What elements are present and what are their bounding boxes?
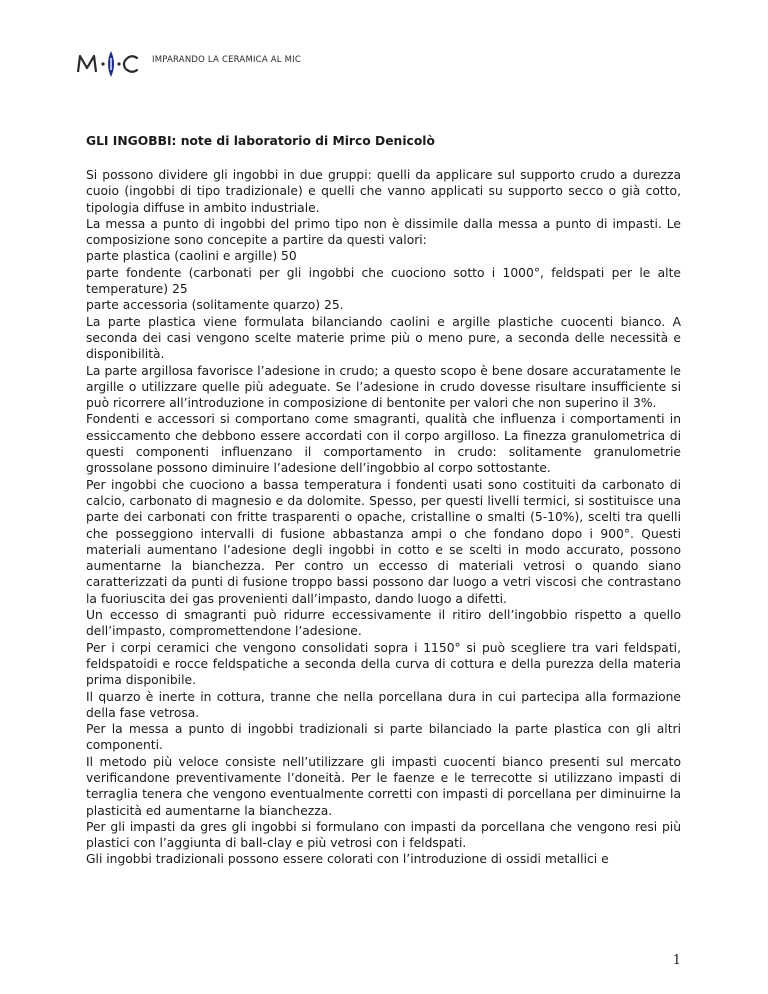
paragraph: Per i corpi ceramici che vengono consolidati sopra i 1150° si può scegliere tra vari feldspati, feldspatoidi e rocce feldspatiche a seconda della curva di cottura e della purezza della materia prima disponibile. xyxy=(86,640,681,688)
paragraph: La parte argillosa favorisce l’adesione in crudo; a questo scopo è bene dosare accuratamente le argille o utilizzare quelle più adeguate. Se l’adesione in crudo dovesse risultare insufficiente si può ricorrere all’introduzione in composizione di bentonite per valori che non superino il 3%. xyxy=(86,363,681,411)
page-number: 1 xyxy=(672,953,681,968)
paragraph: parte plastica (caolini e argille) 50 xyxy=(86,249,297,264)
header-tagline: IMPARANDO LA CERAMICA AL MIC xyxy=(152,55,301,65)
mic-logo xyxy=(77,50,147,78)
paragraph: parte fondente (carbonati per gli ingobbi che cuociono sotto i 1000°, feldspati per le alte temperature) 25 xyxy=(86,265,681,297)
document-title: GLI INGOBBI: note di laboratorio di Mirco Denicolò xyxy=(86,134,435,148)
paragraph: Per la messa a punto di ingobbi tradizionali si parte bilanciado la parte plastica con gli altri componenti. xyxy=(86,722,681,753)
mic-logo-mark xyxy=(77,50,147,78)
paragraph: Il metodo più veloce consiste nell’utilizzare gli impasti cuocenti bianco presenti sul mercato verificandone preventivamente l’doneità. Per le faenze e le terrecotte si utilizzano impasti di terraglia tenera che vengono eventualmente corretti con impasti di porcellana per diminuirne la plasticità ed aumentarne la bianchezza. xyxy=(86,754,681,818)
document-body xyxy=(86,133,681,868)
paragraph: Gli ingobbi tradizionali possono essere colorati con l’introduzione di ossidi metallici e xyxy=(86,852,609,867)
paragraph: Si possono dividere gli ingobbi in due gruppi: quelli da applicare sul supporto crudo a durezza cuoio (ingobbi di tipo tradizionale) e quelli che vanno applicati su supporto secco o già cotto, tipologia diffuse in ambito industriale. xyxy=(86,168,681,215)
paragraph: Fondenti e accessori si comportano come smagranti, qualità che influenza i comportamenti in essiccamento che debbono essere accordati con il corpo argilloso. La finezza granulometrica di questi componenti influenzano il comportamento in crudo: solitamente granulometrie grossolane possono diminuire l’adesione dell’ingobbio al corpo sottostante. xyxy=(86,412,681,476)
paragraph: Per ingobbi che cuociono a bassa temperatura i fondenti usati sono costituiti da carbonato di calcio, carbonato di magnesio e da dolomite. Spesso, per questi livelli termici, si sostituisce una parte dei carbonati con fritte trasparenti o opache, cristalline o smalti (5-10%), scelti tra quelli che posseggiono intervalli di fusione abbastanza ampi o che fondano dopo i 900°. Questi materiali aumentano l’adesione degli ingobbi in cotto e se scelti in modo accurato, possono aumentarne la bianchezza. Per contro un eccesso di materiali vetrosi o quando siano caratterizzati da punti di fusione troppo bassi possono dar luogo a vetri viscosi che contrastano la fuoriuscita dei gas provenienti dall’impasto, dando luogo a difetti. xyxy=(86,477,681,606)
paragraph: Il quarzo è inerte in cottura, tranne che nella porcellana dura in cui partecipa alla formazione della fase vetrosa. xyxy=(86,689,681,720)
paragraph: parte accessoria (solitamente quarzo) 25. xyxy=(86,298,344,313)
paragraph: Un eccesso di smagranti può ridurre eccessivamente il ritiro dell’ingobbio rispetto a quello dell’impasto, compromettendone l’adesione. xyxy=(86,608,681,639)
paragraph: Per gli impasti da gres gli ingobbi si formulano con impasti da porcellana che vengono resi più plastici con l’aggiunta di ball-clay e più vetrosi con i feldspati. xyxy=(86,819,681,851)
paragraph: La messa a punto di ingobbi del primo tipo non è dissimile dalla messa a punto di impasti. Le composizione sono concepite a partire da questi valori: xyxy=(86,216,681,248)
paragraph: La parte plastica viene formulata bilanciando caolini e argille plastiche cuocenti bianco. A seconda dei casi vengono scelte materie prime più o meno pure, a seconda delle necessità e disponibilità. xyxy=(86,314,681,362)
